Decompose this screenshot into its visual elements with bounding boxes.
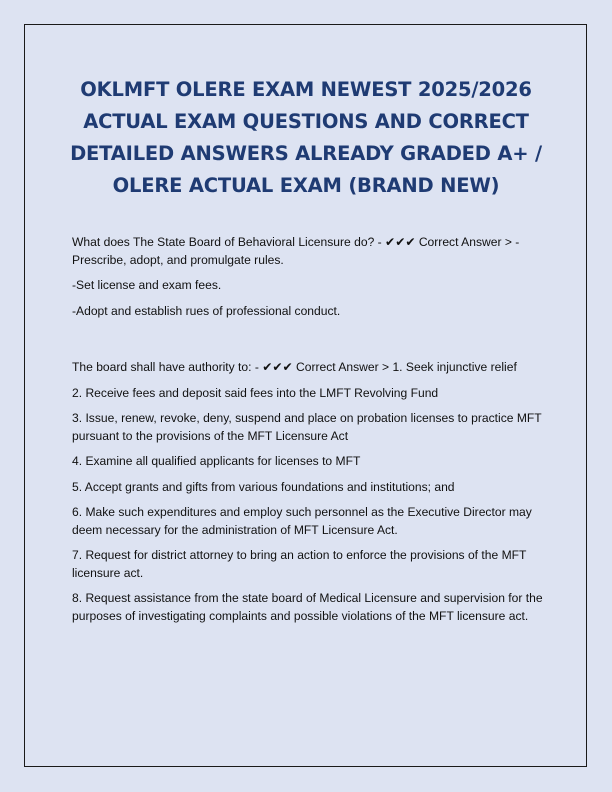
- question-2-prompt: The board shall have authority to: - ✔✔✔ Correct Answer > 1. Seek injunctive relief: [72, 360, 517, 374]
- question-2-answer-line: 4. Examine all qualified applicants for licenses to MFT: [72, 454, 361, 468]
- document-title: OKLMFT OLERE EXAM NEWEST 2025/2026 ACTUAL EXAM QUESTIONS AND CORRECT DETAILED ANSWERS ALREADY GRADED A+ / OLERE ACTUAL EXAM (BRAND NEW): [70, 78, 542, 197]
- question-2-answer-line: 2. Receive fees and deposit said fees into the LMFT Revolving Fund: [72, 385, 439, 400]
- section-spacer: [72, 328, 548, 359]
- document-body: [72, 234, 548, 633]
- question-1-answer-line: -Set license and exam fees.: [72, 278, 222, 292]
- question-2-answer-line: 8. Request assistance from the state board of Medical Licensure and supervision for the purposes of investigating complaints and possible violations of the MFT licensure act.: [72, 591, 543, 623]
- question-2-answer-line: 6. Make such expenditures and employ such personnel as the Executive Director may deem necessary for the administration of MFT Licensure Act.: [72, 505, 532, 537]
- question-2-answer-line: 7. Request for district attorney to bring an action to enforce the provisions of the MFT licensure act.: [72, 548, 527, 580]
- question-1-prompt: What does The State Board of Behavioral Licensure do? - ✔✔✔ Correct Answer > -Prescribe, adopt, and promulgate rules.: [72, 235, 520, 267]
- question-1-answer-line: -Adopt and establish rues of professional conduct.: [72, 303, 341, 318]
- question-2-answer-line: 5. Accept grants and gifts from various foundations and institutions; and: [72, 479, 455, 494]
- question-2-answer-line: 3. Issue, renew, revoke, deny, suspend and place on probation licenses to practice MFT pursuant to the provisions of the MFT Licensure Act: [72, 411, 542, 443]
